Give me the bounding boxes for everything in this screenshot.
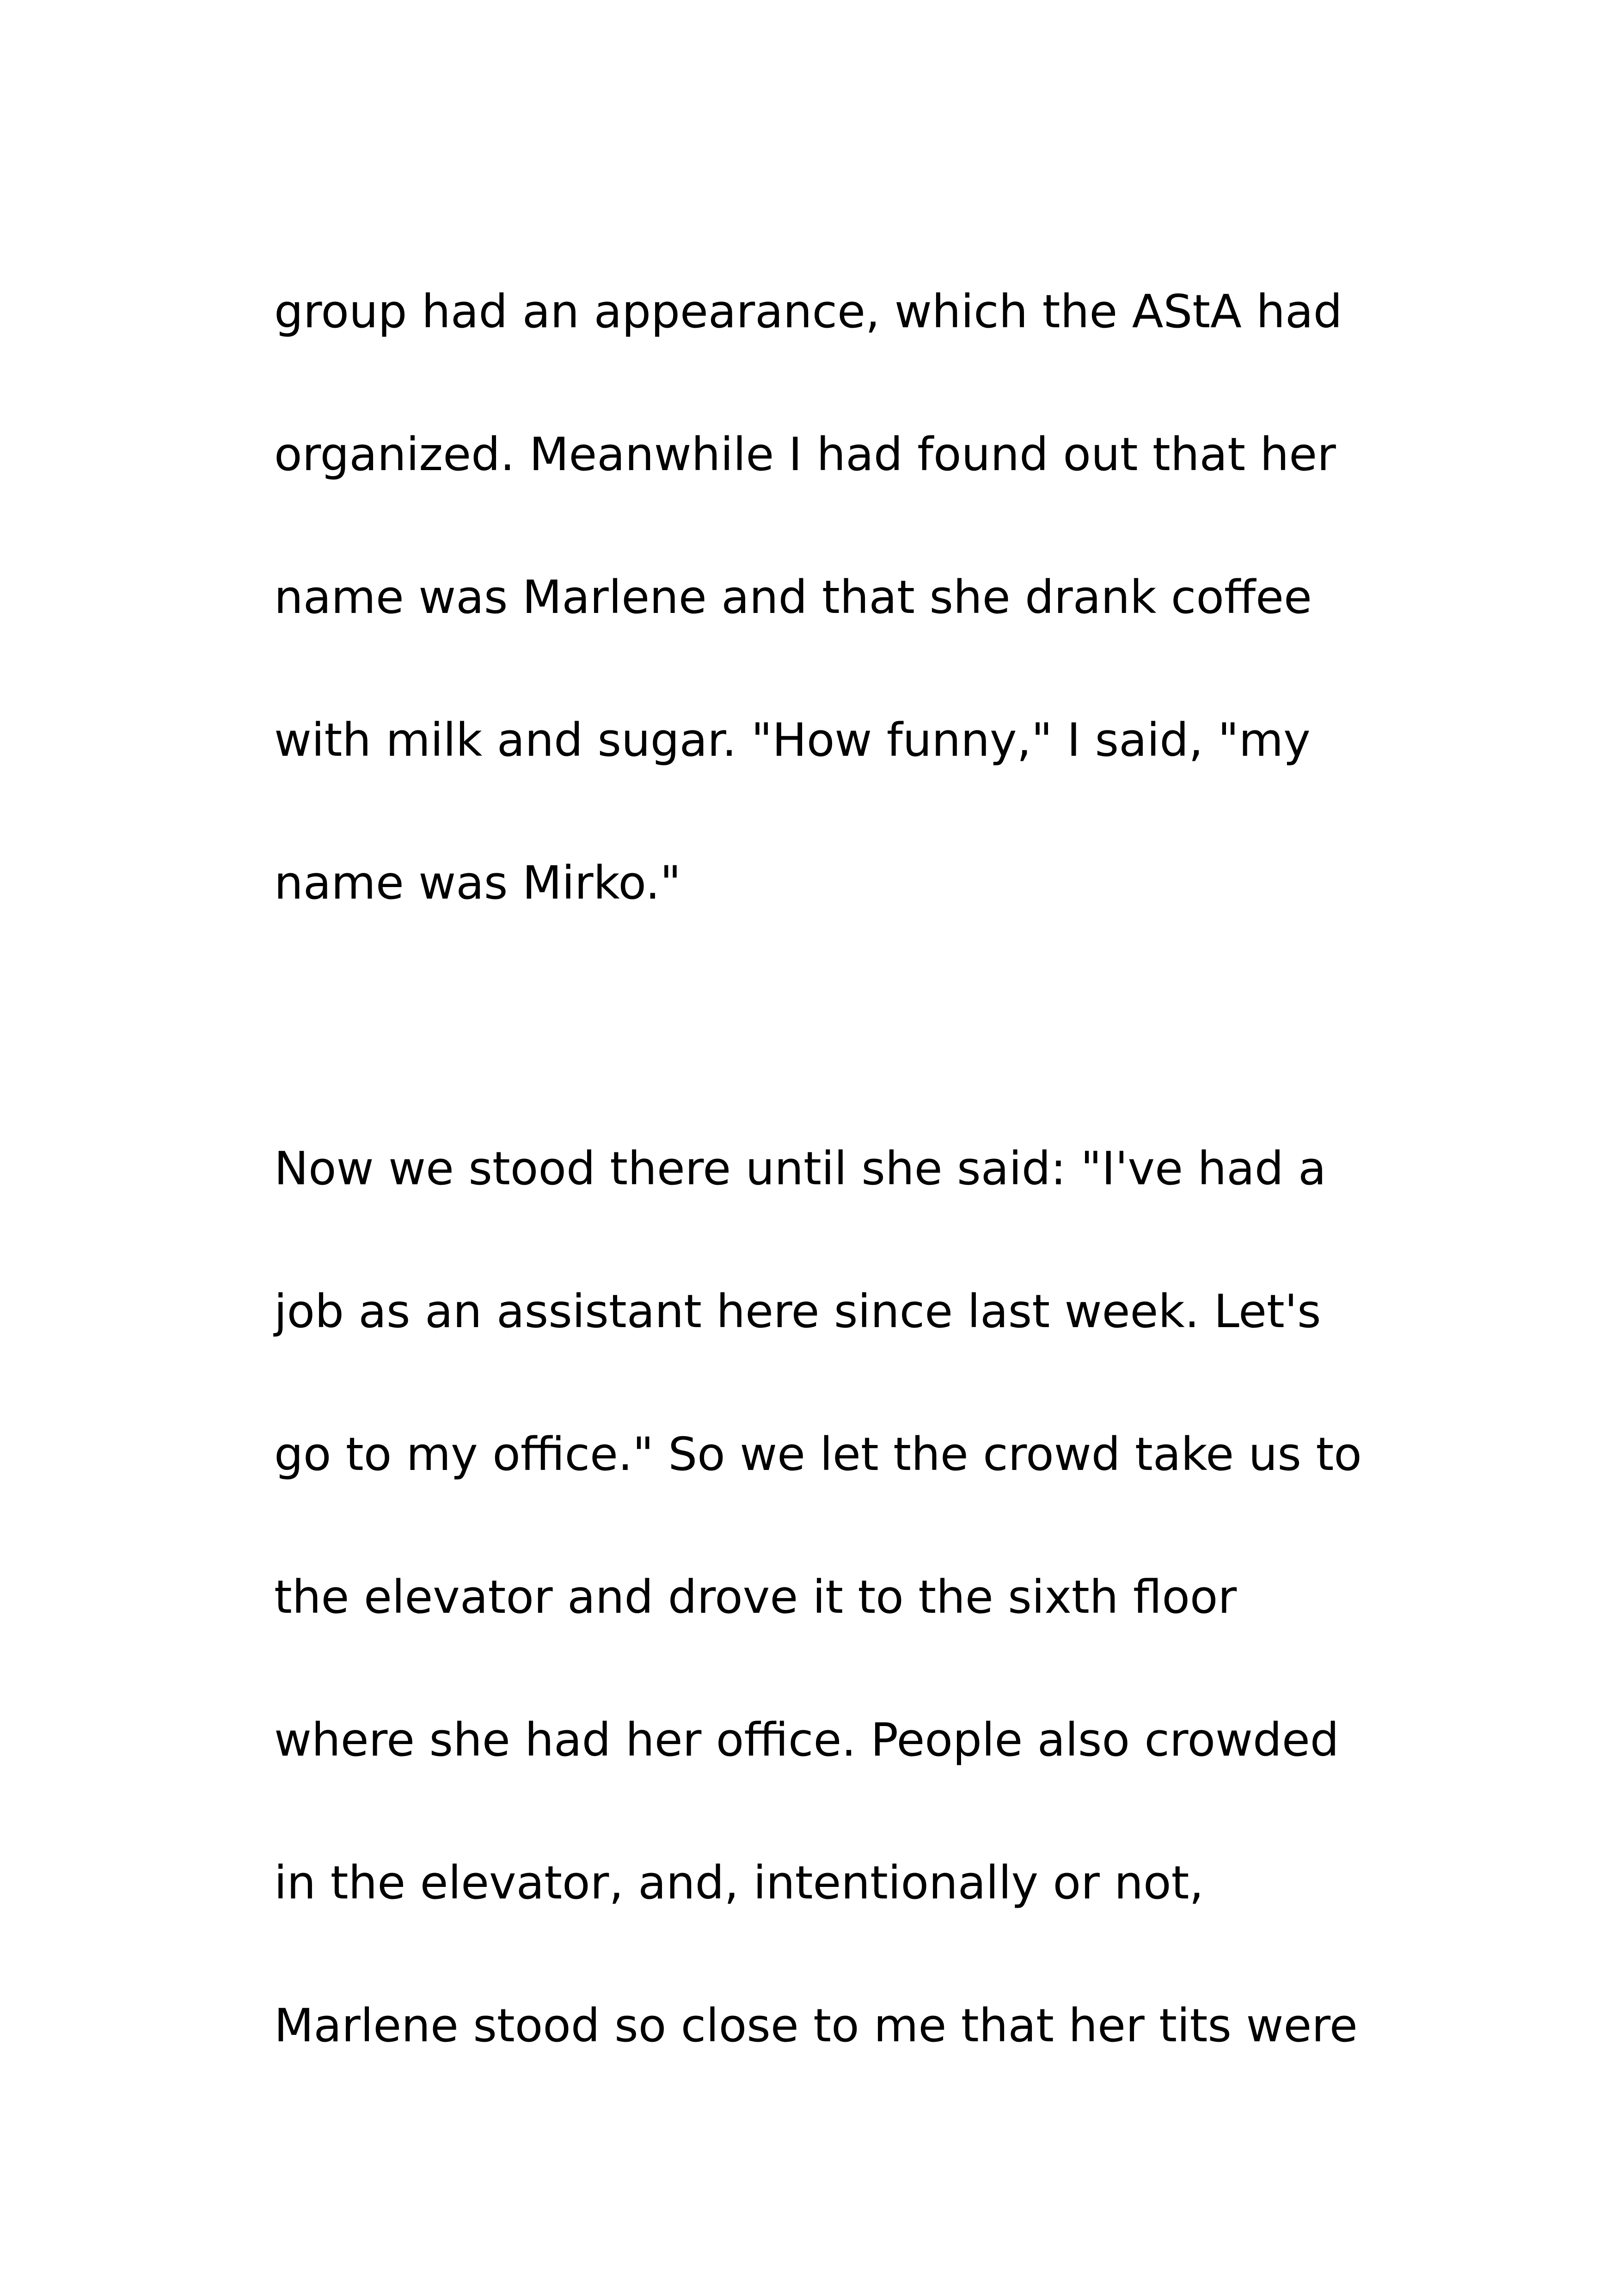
text-line: name was Mirko."	[274, 857, 681, 910]
text-line: go to my office." So we let the crowd take us to	[274, 1428, 1362, 1481]
text-line: with milk and sugar. "How funny," I said, "my	[274, 714, 1311, 767]
text-line: name was Marlene and that she drank coffee	[274, 571, 1312, 624]
text-line: Marlene stood so close to me that her tits were	[274, 1999, 1358, 2052]
text-line: organized. Meanwhile I had found out that her	[274, 428, 1336, 481]
text-line: Now we stood there until she said: "I've had a	[274, 1142, 1326, 1195]
paragraph-2	[274, 1097, 1430, 2097]
text-line: the elevator and drove it to the sixth floor	[274, 1571, 1237, 1624]
text-line: where she had her office. People also crowded	[274, 1714, 1339, 1767]
text-line: group had an appearance, which the AStA had	[274, 285, 1342, 338]
text-line: in the elevator, and, intentionally or not,	[274, 1856, 1204, 1910]
paragraph-1	[274, 240, 1430, 955]
text-line: job as an assistant here since last week. Let's	[274, 1285, 1321, 1338]
